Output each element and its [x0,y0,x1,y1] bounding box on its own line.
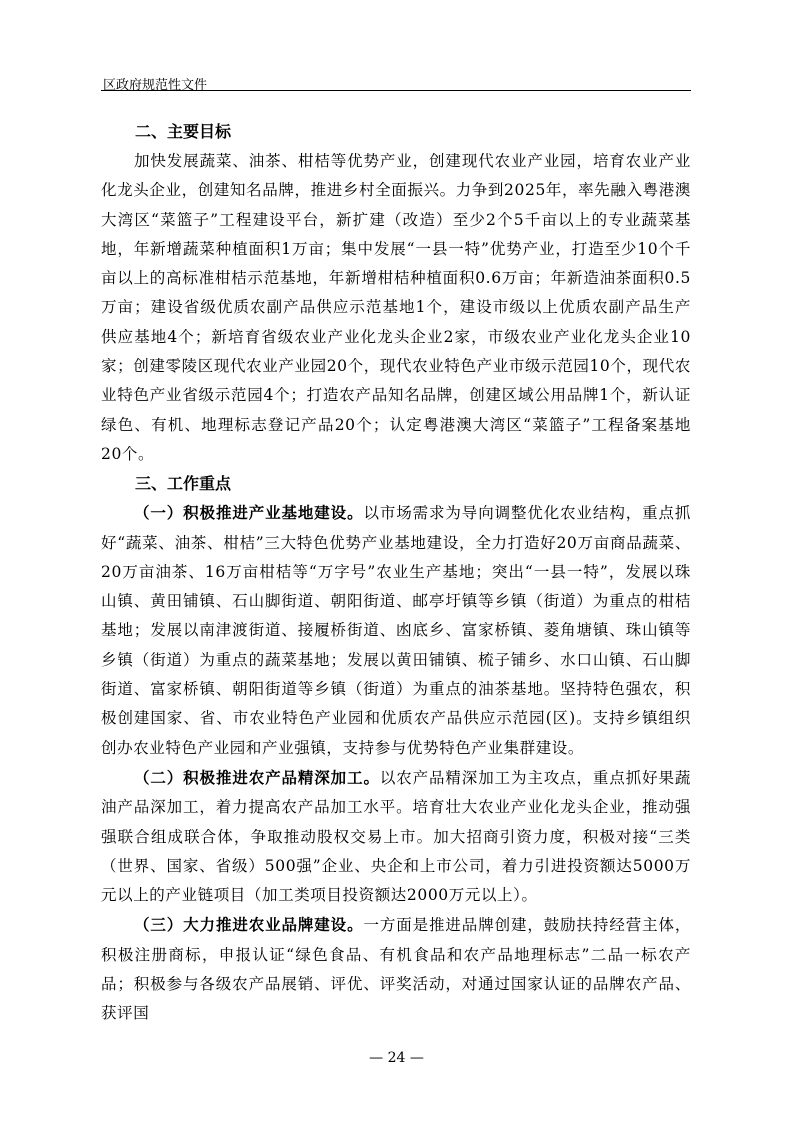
paragraph-processing: （二）积极推进农产品精深加工。以农产品精深加工为主攻点，重点抓好果蔬油产品深加工，着力提高农产品加工水平。培育壮大农业产业化龙头企业，推动强强联合组成联合体，争取推动股权交易上市。加大招商引资力度，积极对接“三类（世界、国家、省级）500强”企业、央企和上市公司，着力引进投资额达5000万元以上的产业链项目（加工类项目投资额达2000万元以上）。 [101,767,691,905]
paragraph-goals: 加快发展蔬菜、油茶、柑桔等优势产业，创建现代农业产业园，培育农业产业化龙头企业，创建知名品牌，推进乡村全面振兴。力争到2025年，率先融入粤港澳大湾区“菜篮子”工程建设平台，新扩建（改造）至少2个5千亩以上的专业蔬菜基地，年新增蔬菜种植面积1万亩；集中发展“一县一特”优势产业，打造至少10个千亩以上的高标准柑桔示范基地，年新增柑桔种植面积0.6万亩；年新造油茶面积0.5万亩；建设省级优质农副产品供应示范基地1个，建设市级以上优质农副产品生产供应基地4个；新培育省级农业产业化龙头企业2家，市级农业产业化龙头企业10家；创建零陵区现代农业产业园20个，现代农业特色产业市级示范园10个，现代农业特色产业省级示范园4个；打造农产品知名品牌，创建区域公用品牌1个，新认证绿色、有机、地理标志登记产品20个；认定粤港澳大湾区“菜篮子”工程备案基地20个。 [101,152,691,463]
section-heading-key-work: 三、工作重点 [135,474,232,494]
page-number: — 24 — [369,1050,424,1066]
section-heading-goals: 二、主要目标 [135,122,232,141]
paragraph-brand: （三）大力推进农业品牌建设。一方面是推进品牌创建，鼓励扶持经营主体，积极注册商标，申报认证“绿色食品、有机食品和农产品地理标志”二品一标农产品；积极参与各级农产品展销、评优、评奖活动，对通过国家认证的品牌农产品、获评国 [101,915,691,1023]
header-rule [101,90,691,91]
header-label: 区政府规范性文件 [103,78,208,93]
paragraph-industry-base: （一）积极推进产业基地建设。以市场需求为导向调整优化农业结构，重点抓好“蔬菜、油茶、柑桔”三大特色优势产业基地建设，全力打造好20万亩商品蔬菜、20万亩油茶、16万亩柑桔等“万字号”农业生产基地；突出“一县一特”，发展以珠山镇、黄田铺镇、石山脚街道、朝阳街道、邮亭圩镇等乡镇（街道）为重点的柑桔基地；发展以南津渡街道、接履桥街道、凼底乡、富家桥镇、菱角塘镇、珠山镇等乡镇（街道）为重点的蔬菜基地；发展以黄田铺镇、梳子铺乡、水口山镇、石山脚街道、富家桥镇、朝阳街道等乡镇（街道）为重点的油茶基地。坚持特色强农，积极创建国家、省、市农业特色产业园和优质农产品供应示范园(区)。支持乡镇组织创办农业特色产业园和产业强镇，支持参与优势特色产业集群建设。 [101,503,691,757]
document-body [101,117,691,1029]
